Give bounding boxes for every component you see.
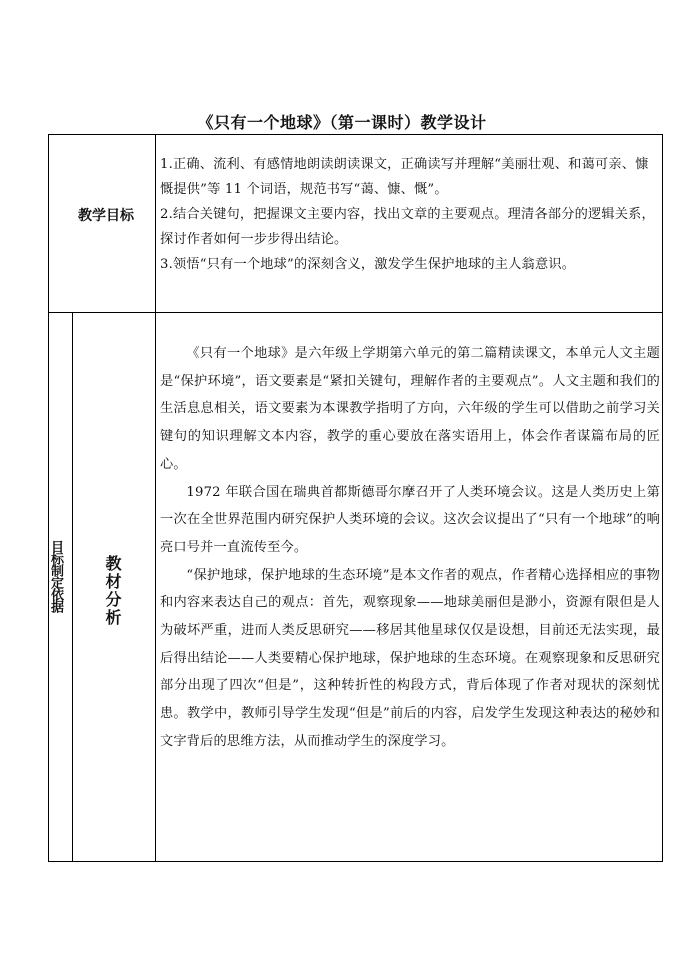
- goals-list: [160, 152, 660, 277]
- table-border-top: [48, 134, 663, 135]
- table-row-divider: [48, 312, 663, 313]
- goals-label: 教学目标: [78, 208, 134, 224]
- analysis-paragraph: “保护地球，保护地球的生态环境”是本文作者的观点，作者精心选择相应的事物和内容来表达自己的观点：首先，观察现象——地球美丽但是渺小，资源有限但是人为破坏严重，进而人类反思研究——移居其他星球仅仅是设想，目前还无法实现，最后得出结论——人类要精心保护地球，保护地球的生态环境。在观察现象和反思研究部分出现了四次“但是”，这种转折性的构段方式，背后体现了作者对现状的深刻忧患。教学中，教师引导学生发现“但是”前后的内容，启发学生发现这种表达的秘妙和文字背后的思维方法，从而推动学生的深度学习。: [160, 567, 660, 749]
- table-border-right: [662, 134, 663, 862]
- goal-item: 1.正确、流利、有感情地朗读朗读课文，正确读写并理解“美丽壮观、和蔼可亲、慷慨提供”等 11 个词语，规范书写“蔼、慷、慨”。: [160, 157, 649, 197]
- basis-side-label: 目标制定依据: [48, 540, 63, 612]
- table-border-left: [48, 134, 49, 862]
- analysis-label: 教材分析: [103, 555, 122, 627]
- goal-item: 3.领悟“只有一个地球”的深刻含义，激发学生保护地球的主人翁意识。: [160, 257, 576, 272]
- table-column-divider: [155, 134, 156, 862]
- analysis-paragraph: 《只有一个地球》是六年级上学期第六单元的第二篇精读课文，本单元人文主题是“保护环境”，语文要素是“紧扣关键句，理解作者的主要观点”。人文主题和我们的生活息息相关，语文要素为本课教学指明了方向，六年级的学生可以借助之前学习关键句的知识理解文本内容，教学的重心要放在落实语用上，体会作者谋篇布局的匠心。: [160, 346, 660, 472]
- goal-item: 2.结合关键句，把握课文主要内容，找出文章的主要观点。理清各部分的逻辑关系，探讨作者如何一步步得出结论。: [160, 207, 655, 247]
- table-inner-divider: [72, 312, 73, 862]
- document-title: 《只有一个地球》（第一课时）教学设计: [197, 113, 487, 132]
- table-border-bottom: [48, 861, 663, 862]
- analysis-paragraph: 1972 年联合国在瑞典首都斯德哥尔摩召开了人类环境会议。这是人类历史上第一次在全世界范围内研究保护人类环境的会议。这次会议提出了“只有一个地球”的响亮口号并一直流传至今。: [160, 484, 660, 555]
- analysis-text: [160, 340, 660, 756]
